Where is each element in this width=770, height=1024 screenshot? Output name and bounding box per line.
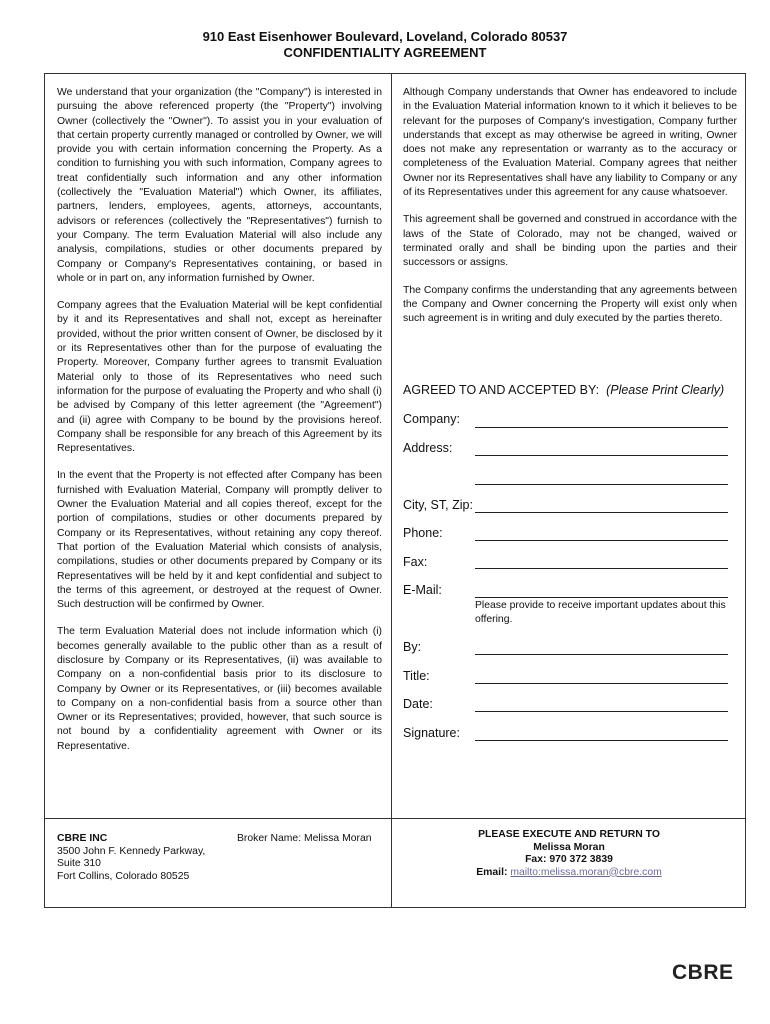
address-label: Address: [403,441,453,455]
paragraph: Although Company understands that Owner has endeavored to include in the Evaluation Material information known to it which it believes to be relevant for the purposes of Company's investigation, Company further understands that except as may otherwise be agreed in writing, Owner does not make any representation or warranty as to the accuracy or completeness of the Evaluation Material. Company agrees that neither Owner nor its Representatives shall have any liability to Company or any of its Representatives under this agreement for any cause whatsoever. [403,87,737,199]
paragraph: Company agrees that the Evaluation Material will be kept confidential by it and its Representatives and shall not, except as hereinafter provided, without the prior written consent of Owner, be disclosed by it or its Representatives other than for the purpose of evaluating the Property. Moreover, Company further agrees to transmit Evaluation Material only to those of its Representatives who need such information for the purpose of evaluating the Property and who shall (i) be advised by Company of this letter agreement (the "Agreement") and (ii) agree with Company to be bound by the provisions hereof. Company shall be responsible for any breach of this Agreement by its Representatives. [57,300,382,455]
fax-field[interactable] [475,568,728,569]
by-field[interactable] [475,654,728,655]
return-instructions [392,829,746,879]
acceptance-title: AGREED TO AND ACCEPTED BY: [403,383,600,397]
acceptance-note: (Please Print Clearly) [606,383,725,397]
phone-field[interactable] [475,540,728,541]
paragraph: This agreement shall be governed and construed in accordance with the laws of the State of Colorado, may not be changed, waived or terminated orally and shall be binding upon the parties and their successors or assigns. [403,214,737,269]
company-field[interactable] [475,427,728,428]
left-column [57,86,382,767]
return-email-link[interactable]: mailto:melissa.moran@cbre.com [510,866,662,878]
title-field[interactable] [475,683,728,684]
paragraph: We understand that your organization (the "Company") is interested in pursuing the above referenced property (the "Property") involving Owner (collectively the "Owner"). To assist you in your evaluation of that certain property currently managed or controlled by Owner, we will provide you with certain information concerning the Property. As a condition to furnishing you with such information, Company agrees to treat confidentially such information and any other information (collectively the "Evaluation Material") which Owner, its affiliates, partners, lenders, employees, agents, attorneys, accountants, advisors or references (collectively the "Representatives") furnish to your Company. The term Evaluation Material will also include any analysis, compilations, studies or other documents prepared by Company or Company's Representatives containing, or based in whole or in part on, any information furnished by Owner. [57,87,382,284]
cbre-logo: CBRE [672,961,734,984]
signature-field[interactable] [475,740,728,741]
fax-label: Fax: [403,555,428,569]
return-fax: Fax: 970 372 3839 [525,854,613,865]
return-email-label: Email: [476,866,508,878]
right-column [403,86,737,339]
footer-divider [44,818,746,819]
city-state-zip-label: City, ST, Zip: [403,498,473,512]
document-address-heading: 910 East Eisenhower Boulevard, Loveland, Colorado 80537 [202,29,568,44]
phone-label: Phone: [403,526,443,540]
office-address-line1: 3500 John F. Kennedy Parkway, [57,845,206,857]
office-address-line3: Fort Collins, Colorado 80525 [57,870,190,882]
title-label: Title: [403,669,430,683]
paragraph: In the event that the Property is not effected after Company has been furnished with Evaluation Material, Company will promptly deliver to Owner the Evaluation Material and all copies thereof, except for the portion of compilations, studies or other documents prepared by Company or its Representatives, without retaining any copy thereof. That portion of the Evaluation Material which consists of analysis, compilations, studies or other documents prepared by Company or its Representatives will be held by it and kept confidential and subject to the terms of this agreement, or destroyed at the request of Owner. Such destruction will be confirmed by Owner. [57,470,382,611]
return-title: PLEASE EXECUTE AND RETURN TO [478,829,660,840]
email-field[interactable] [475,597,728,598]
city-state-zip-field[interactable] [475,512,728,513]
signature-label: Signature: [403,726,460,740]
paragraph: The Company confirms the understanding that any agreements between the Company and Owner concerning the Property will exist only when such agreement is in writing and duly executed by the parties thereto. [403,284,737,325]
return-name: Melissa Moran [533,841,605,853]
column-divider [391,73,392,908]
office-company-name: CBRE INC [57,833,108,844]
address-field[interactable] [475,455,728,456]
office-address [57,833,205,883]
return-email-row [392,867,746,880]
email-label: E-Mail: [403,583,442,597]
paragraph: The term Evaluation Material does not include information which (i) becomes generally available to the public other than as a result of disclosure by Company or its Representatives, (ii) was available to Company on a non-confidential basis prior to its disclosure to Company by Owner or its Representatives, or (iii) becomes available to Company on a non-confidential basis from a source other than Owner or its Representatives; provided, however, that such source is not bound by a confidentiality agreement with Owner or its Representative. [57,626,382,752]
email-note: Please provide to receive important updates about this offering. [475,600,726,625]
date-field[interactable] [475,711,728,712]
document-title: CONFIDENTIALITY AGREEMENT [283,45,487,60]
date-label: Date: [403,697,433,711]
company-label: Company: [403,412,460,426]
broker-name: Broker Name: Melissa Moran [237,833,372,844]
address-field-line2[interactable] [475,484,728,485]
by-label: By: [403,640,422,654]
office-address-line2: Suite 310 [57,858,101,869]
acceptance-heading [403,383,724,397]
